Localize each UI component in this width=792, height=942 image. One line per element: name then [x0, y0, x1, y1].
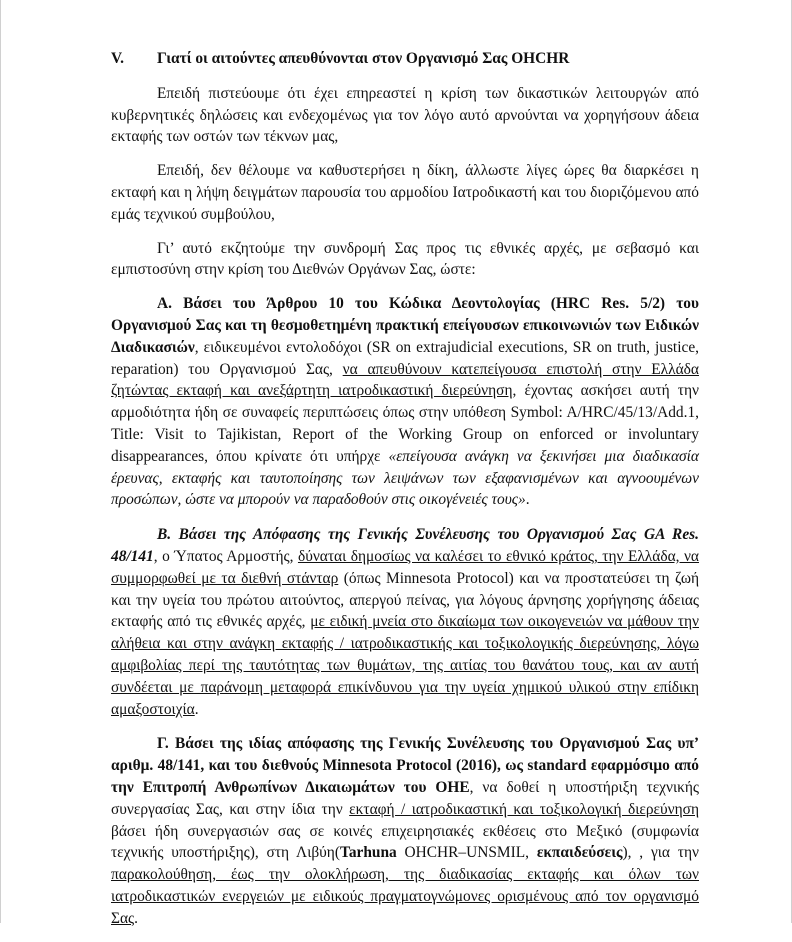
item-c-text-1: , να δοθεί η υποστήριξη τεχνικής συνεργασίας Σας, και στην ίδια την: [111, 778, 699, 818]
item-a-text-2: , έχοντας ασκήσει αυτή την αρμοδιότητα ήδη σε συναφείς περιπτώσεις όπως στην υπόθεση Symbol: A/HRC/45/13/Add.1, Title: Visit to Tajikistan, Report of the Working Group on enforced or involuntary disappearances, όπου κρίνατε ότι υπήρχε: [111, 382, 699, 465]
item-c-text-5: .: [134, 909, 138, 927]
item-a-text-1: , ειδικευμένοι εντολοδόχοι (SR on extrajudicial executions, SR on truth, justice, reparation) του Οργανισμού Σας,: [111, 338, 699, 378]
item-b-text-3: .: [194, 700, 199, 718]
request-item-a: [111, 293, 699, 511]
item-c-bold-word: εκπαιδεύσεις: [536, 844, 623, 862]
item-c-text-4: ), , για την: [622, 844, 699, 862]
item-a-quote: «επείγουσα ανάγκη να ξεκινήσει μια διαδικασία έρευνας, εκταφής και ταυτοποίησης των λειψάνων των εξαφανισμένων και αγνοουμένων προσώπων, ώστε να μπορούν να παραδοθούν στις οικογένειές τους»: [111, 447, 699, 509]
paragraph-1: Επειδή πιστεύουμε ότι έχει επηρεαστεί η κρίση των δικαστικών λειτουργών από κυβερνητικές δηλώσεις και ενδεχομένως για τον λόγο αυτό αρνούνται να χορηγήσουν άδεια εκταφής των οστών των τέκνων μας,: [111, 84, 699, 146]
item-b-underlined-2: με ειδική μνεία στο δικαίωμα των οικογενειών να μάθουν την αλήθεια και στην ανάγκη εκταφής / ιατροδικαστικής και τοξικολογικής διερεύνησης, λόγω αμφιβολίας περί της ταυτότητας των θυμάτων, της αιτίας του θανάτου τους, και αν αυτή συνδέεται με παράνομη μεταφορά επικίνδυνου για την υγεία χημικού υλικού στην επίδικη αμαξοστοιχία: [111, 613, 699, 718]
request-item-c: [111, 733, 699, 929]
paragraph-3: Γι’ αυτό εκζητούμε την συνδρομή Σας προς τις εθνικές αρχές, με σεβασμό και εμπιστοσύνη στην κρίση του Διεθνών Οργάνων Σας, ώστε:: [111, 239, 699, 279]
item-c-bold-name: Tarhuna: [339, 844, 397, 862]
request-item-b: [111, 524, 699, 720]
item-c-heading: Γ. Βάσει της ιδίας απόφασης της Γενικής Συνέλευσης του Οργανισμού Σας υπ’ αριθμ. 48/141, και του διεθνούς Minnesota Protocol (2016), ως standard εφαρμόσιμο από την Επιτροπή Ανθρωπίνων Δικαιωμάτων του ΟΗΕ: [111, 735, 699, 796]
item-c-underlined-1: εκταφή / ιατροδικαστική και τοξικολογική διερεύνηση: [349, 800, 699, 818]
section-number: V.: [111, 50, 124, 67]
section-title: Γιατί οι αιτούντες απευθύνονται στον Οργανισμό Σας OHCHR: [157, 50, 570, 67]
item-b-text-2: (όπως Minnesota Protocol) και να προστατεύσει τη ζωή και την υγεία του πρώτου αιτούντος, απεργού πείνας, για λόγους άρνησης χορήγησης άδειας εκταφής από τις εθνικές αρχές,: [111, 569, 699, 631]
document-body: [111, 48, 699, 942]
item-a-underlined: να απευθύνουν κατεπείγουσα επιστολή στην Ελλάδα ζητώντας εκταφή και ανεξάρτητη ιατροδικαστική διερεύνηση: [111, 360, 699, 400]
item-c-text-2: βάσει ήδη συνεργασιών σας σε κοινές επιχειρησιακές εκθέσεις στο Μεξικό (συμφωνία τεχνικής υποστήριξης), στη Λιβύη(: [111, 822, 699, 862]
item-c-text-3: OHCHR–UNSMIL,: [396, 844, 537, 862]
section-heading: [111, 48, 699, 70]
item-a-text-3: .: [525, 491, 530, 509]
item-c-underlined-2: παρακολούθηση, έως την ολοκλήρωση, της διαδικασίας εκταφής και όλων των ιατροδικαστικών ενεργειών με ειδικούς πραγματογνώμονες ορισμένους από τον οργανισμό Σας: [111, 866, 699, 927]
item-b-text-1: , ο Ύπατος Αρμοστής,: [153, 547, 298, 565]
item-b-heading: Β. Βάσει της Απόφασης της Γενικής Συνέλευσης του Οργανισμού Σας GA Res. 48/141: [111, 526, 699, 565]
paragraph-2: Επειδή, δεν θέλουμε να καθυστερήσει η δίκη, άλλωστε λίγες ώρες θα διαρκέσει η εκταφή και η λήψη δειγμάτων παρουσία του αρμοδίου Ιατροδικαστή και του διοριζόμενου από εμάς τεχνικού συμβούλου,: [111, 162, 699, 223]
item-a-heading: Α. Βάσει του Άρθρου 10 του Κώδικα Δεοντολογίας (HRC Res. 5/2) του Οργανισμού Σας και τη θεσμοθετημένη πρακτική επείγουσων επικοινωνιών των Ειδικών Διαδικασιών: [111, 295, 699, 356]
item-b-underlined-1: δύναται δημοσίως να καλέσει το εθνικό κράτος, την Ελλάδα, να συμμορφωθεί με τα διεθνή στάνταρ: [111, 547, 699, 587]
